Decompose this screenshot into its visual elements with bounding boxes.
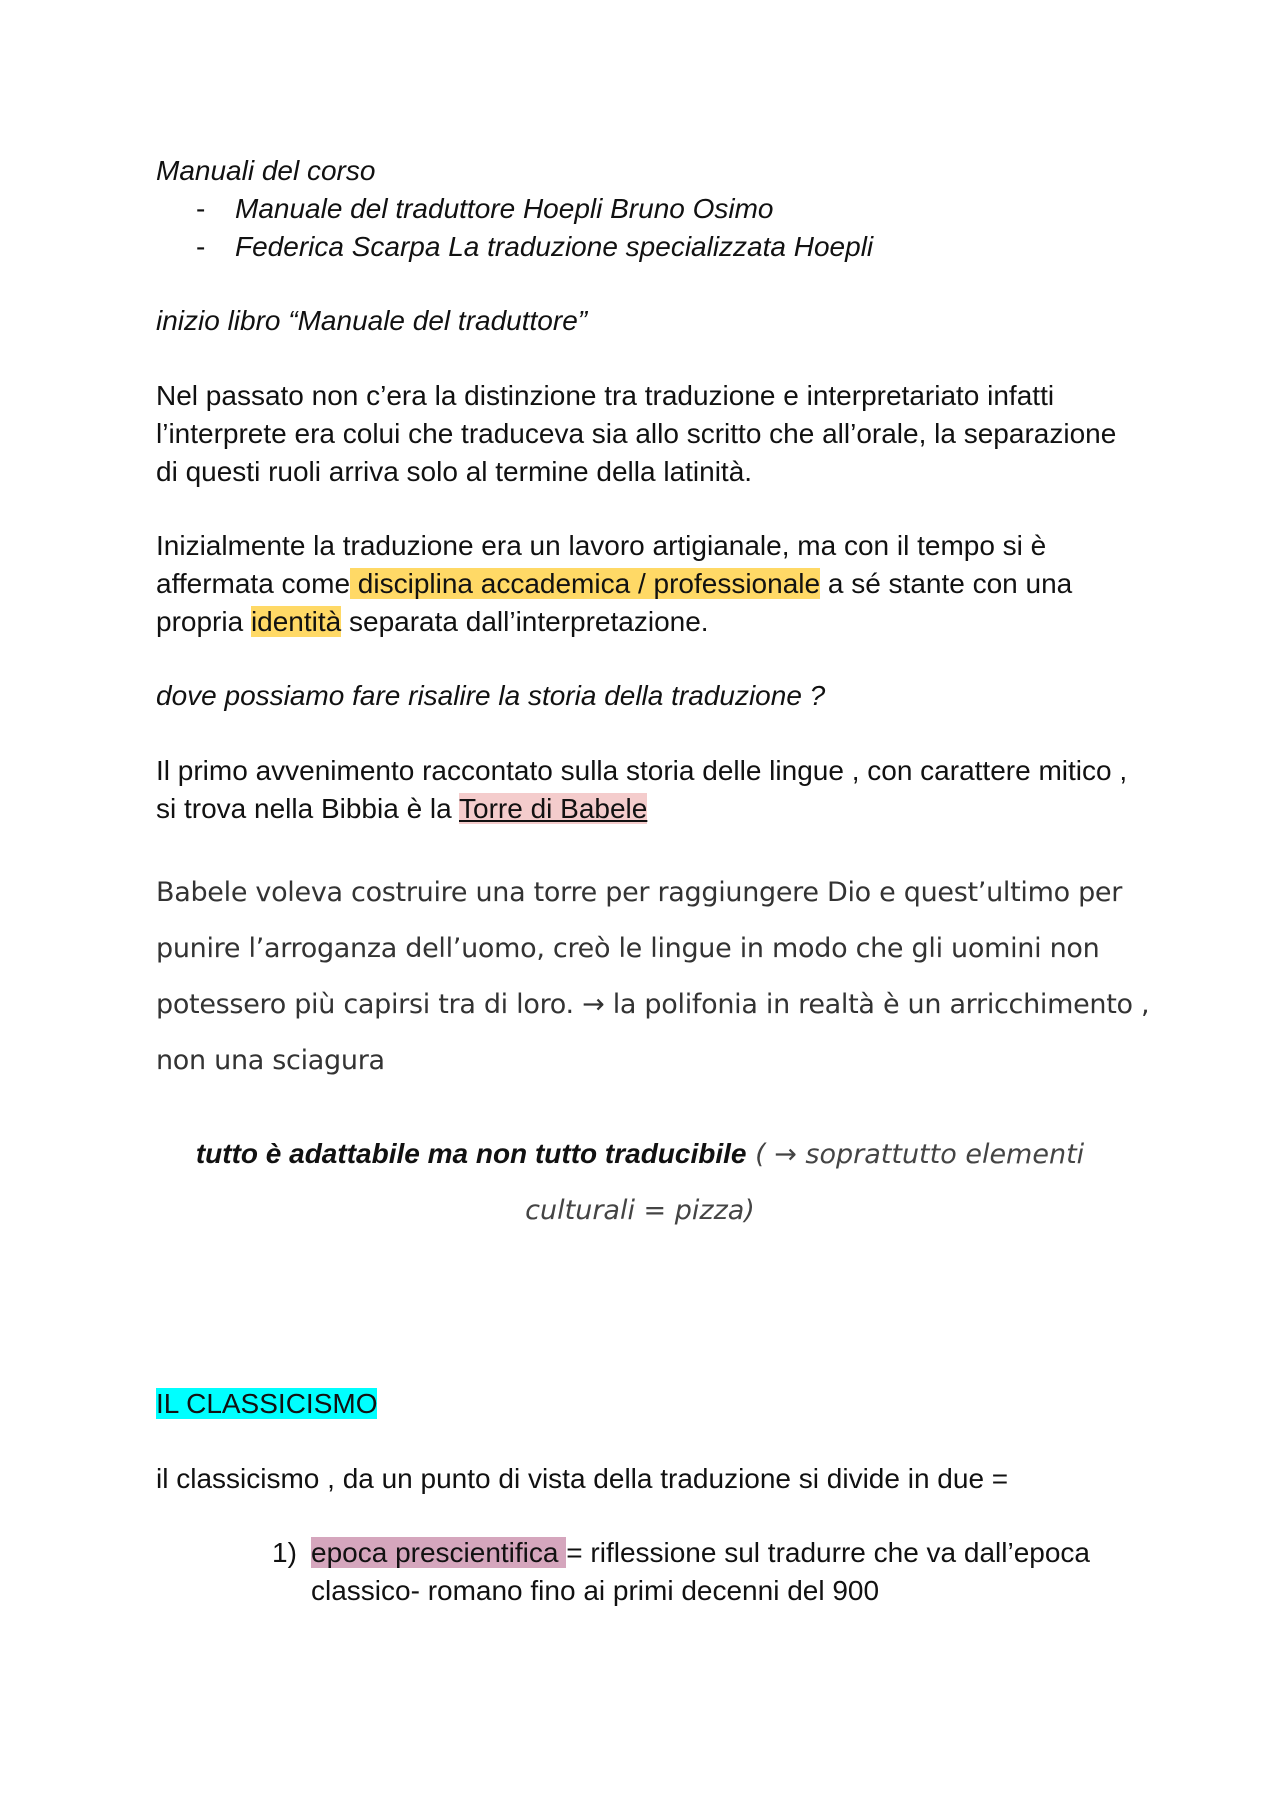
list-item	[311, 1534, 1090, 1572]
quote-note: ( → soprattutto elementi	[746, 1139, 1085, 1170]
book-start-note: inizio libro “Manuale del traduttore”	[156, 305, 588, 336]
list-item-continuation: classico- romano fino ai primi decenni del 900	[311, 1575, 880, 1606]
paragraph-line: Inizialmente la traduzione era un lavoro artigianale, ma con il tempo si è	[156, 530, 1047, 561]
question-heading: dove possiamo fare risalire la storia della traduzione ?	[156, 680, 826, 711]
quote-note: culturali = pizza)	[525, 1195, 755, 1226]
highlighted-term: Torre di Babele	[459, 793, 648, 824]
section-title	[156, 1385, 377, 1423]
centered-quote	[0, 1191, 1280, 1230]
paragraph-line	[156, 565, 1072, 603]
paragraph-line: punire l’arroganza dell’uomo, creò le lingue in modo che gli uomini non	[156, 933, 1100, 964]
text-span: propria	[156, 606, 251, 637]
text-span: si trova nella Bibbia è la	[156, 793, 459, 824]
text-span: affermata come	[156, 568, 351, 599]
paragraph-line: non una sciagura	[156, 1045, 385, 1076]
section-title-text: IL CLASSICISMO	[156, 1388, 378, 1419]
list-bullet-dash: -	[196, 231, 206, 262]
course-books-heading: Manuali del corso	[156, 155, 376, 186]
paragraph-line: potessero più capirsi tra di loro. → la polifonia in realtà è un arricchimento ,	[156, 989, 1150, 1020]
highlighted-term: identità	[250, 606, 342, 637]
list-item: Manuale del traduttore Hoepli Bruno Osimo	[235, 193, 774, 224]
paragraph-line	[156, 603, 709, 641]
paragraph-line: l’interprete era colui che traduceva sia allo scritto che all’orale, la separazione	[156, 418, 1117, 449]
list-bullet-dash: -	[196, 193, 206, 224]
list-item: Federica Scarpa La traduzione specializzata Hoepli	[235, 231, 874, 262]
text-span: = riflessione sul tradurre che va dall’epoca	[566, 1537, 1090, 1568]
highlighted-term: epoca prescientifica	[311, 1537, 567, 1568]
list-number: 1)	[272, 1537, 297, 1568]
highlighted-term: disciplina accademica / professionale	[350, 568, 821, 599]
paragraph-line: di questi ruoli arriva solo al termine della latinità.	[156, 456, 753, 487]
paragraph-line: Babele voleva costruire una torre per raggiungere Dio e quest’ultimo per	[156, 877, 1123, 908]
paragraph-line: Il primo avvenimento raccontato sulla storia delle lingue , con carattere mitico ,	[156, 755, 1128, 786]
paragraph-line: Nel passato non c’era la distinzione tra traduzione e interpretariato infatti	[156, 380, 1055, 411]
text-span: a sé stante con una	[820, 568, 1073, 599]
text-span: separata dall’interpretazione.	[341, 606, 709, 637]
paragraph-line	[156, 790, 647, 828]
centered-quote	[0, 1135, 1280, 1174]
paragraph-line: il classicismo , da un punto di vista della traduzione si divide in due =	[156, 1463, 1009, 1494]
quote-bold-text: tutto è adattabile ma non tutto traducibile	[195, 1138, 747, 1169]
